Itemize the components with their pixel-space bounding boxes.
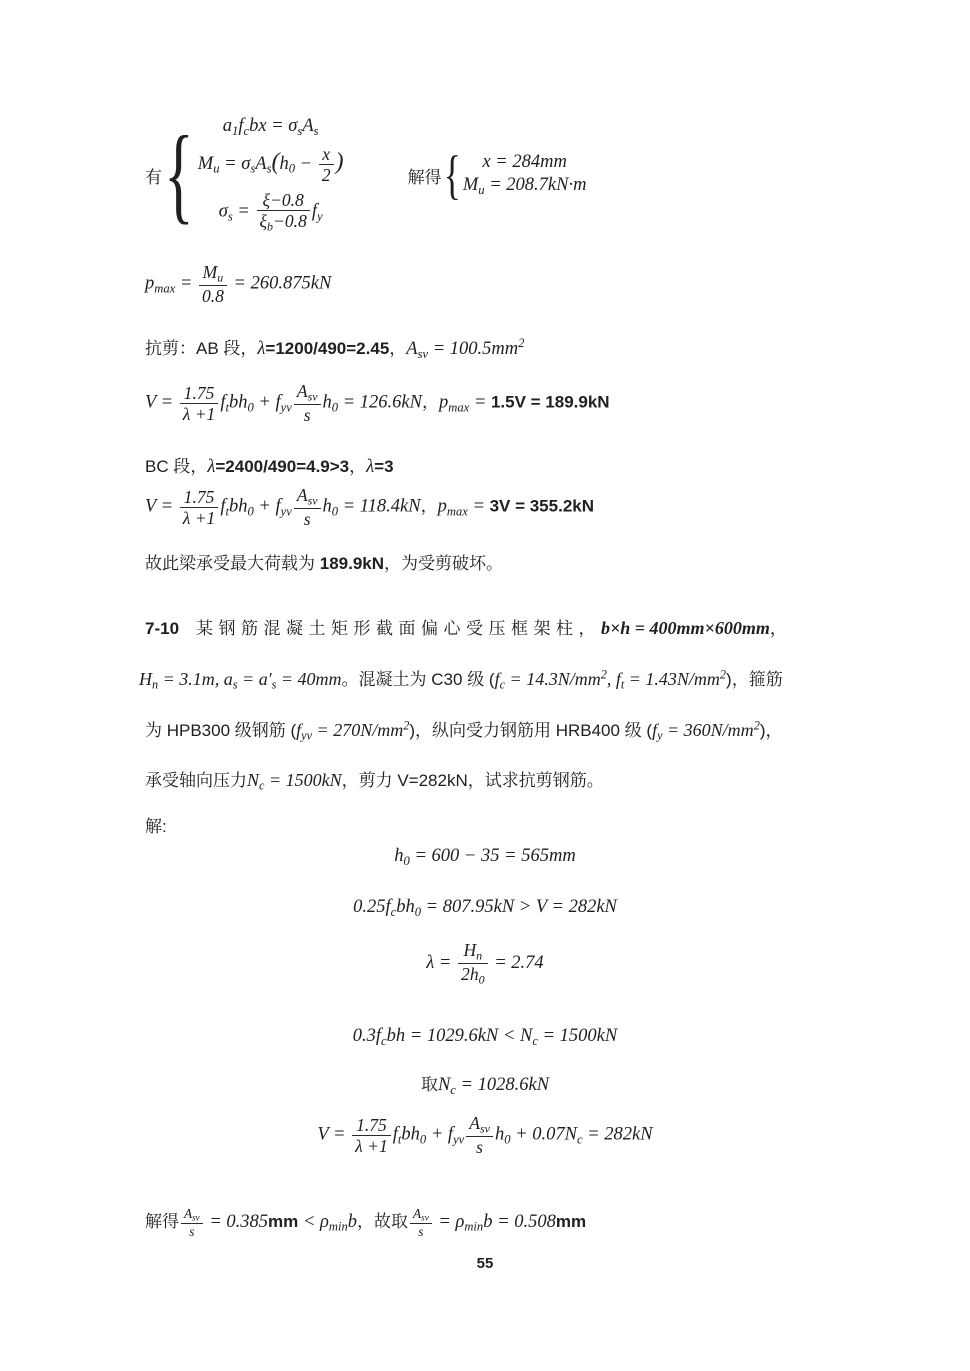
nc-taken-equation: 取$N_c = 1028.6kN$: [420, 1075, 550, 1097]
problem-710-line-4: 承受轴向压力$N_c = 1500kN$，剪力 V=282kN，试求抗剪钢筋。: [145, 770, 604, 793]
system-lead-label: 有: [145, 167, 162, 187]
system-eq-1: $a_1f_cbx = \sigma_sA_s$: [222, 116, 319, 138]
solution-mu-equation: $M_u = 208.7kN\cdot m$: [462, 175, 587, 198]
axial-limit-equation: $0.3f_cbh = 1029.6kN < N_c = 1500kN$: [352, 1026, 618, 1048]
problem-710-line-1: 7-10 某钢筋混凝土矩形截面偏心受压框架柱，b×h = 400mm×600mm，: [145, 618, 787, 638]
conclusion-line: 故此梁承受最大荷载为 189.9kN，为受剪破坏。: [145, 554, 504, 573]
problem-710-line-3: 为 HPB300 级钢筋 $(f_{yv} = 270N/mm^2)$，纵向受力钢筋用 HRB400 级 $(f_y = 360N/mm^2)$，: [145, 718, 783, 743]
page-number: 55: [476, 1255, 494, 1272]
bc-segment-line: BC 段，λ=2400/490=4.9>3，λ=3: [145, 457, 394, 477]
solution-pair: [463, 152, 587, 198]
derivation-system-block: [145, 116, 586, 235]
pmax-equation: $p_{max}$ = $\frac{M_u}{0.8}$ = 260.875kN: [145, 262, 332, 307]
lambda-equation: λ = $\frac{H_n}{2h_0}$ = 2.74: [426, 940, 544, 987]
v-bc-equation: V = $\frac{1.75}{\lambda +1}$ $f_tbh_0 + f_{yv}$ $A_{sv}$ s $h_0 = 118.4kN$，$p_{max} = 3V = 355.2kN$: [145, 485, 595, 530]
v-ab-equation: V = $\frac{1.75}{\lambda +1}$ $f_tbh_0 + f_{yv}$ $A_{sv}$ s $h_0 = 126.6kN$，$p_{max} = 1.5V = 189.9kN$: [145, 381, 610, 426]
v-design-equation: V = $\frac{1.75}{\lambda +1}$ $f_tbh_0 + f_{yv}$ $A_{sv}$ s $h_0 + 0.07N_c = 282kN$: [317, 1113, 653, 1158]
final-result-line: 解得 $A_{sv}$ s = $0.385mm < \rho_{min}b$，故取 $A_{sv}$ s = $\rho_{min}b = 0.508mm$: [145, 1206, 587, 1240]
left-brace-small-icon: {: [443, 145, 461, 206]
h0-equation: $h_0 = 600 - 35 = 565mm$: [394, 846, 576, 868]
system-eq-3: $\sigma_s$ = $\frac{\xi-0.8}{\xi_b-0.8}$ $f_y$: [218, 190, 323, 234]
solve-heading: 解:: [145, 817, 167, 836]
system-row: [145, 116, 586, 235]
left-brace-icon: {: [164, 115, 194, 235]
solution-x-equation: x = 284mm: [482, 152, 567, 173]
system-equations: [198, 116, 344, 235]
solve-label: 解得: [407, 167, 442, 187]
shear-capacity-check-equation: $0.25f_cbh_0 = 807.95kN > V = 282kN$: [353, 897, 617, 919]
shear-ab-line: 抗剪：AB 段，λ=1200/490=2.45，$A_{sv} = 100.5mm^2$: [145, 336, 525, 361]
system-eq-2: $M_u = \sigma_sA_s(h_0$ − $\frac{x}{2}$ ): [197, 143, 344, 185]
problem-710-line-2: $H_n = 3.1m$, $a_s = a'_s = 40mm$。混凝土为 C30 级 ($f_c = 14.3N/mm^2$, $f_t = 1.43N/mm^2$)，箍筋: [139, 667, 783, 692]
